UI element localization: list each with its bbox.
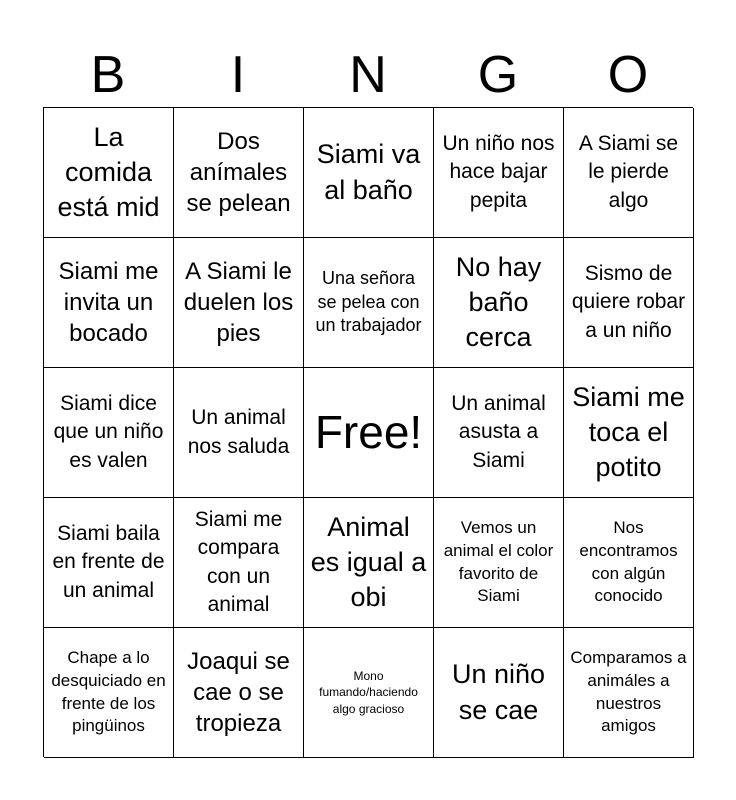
cell-text: Siami me toca el potito — [572, 381, 685, 483]
bingo-cell-free-space[interactable] — [304, 368, 434, 498]
bingo-cell-r2-c4[interactable] — [434, 238, 564, 368]
bingo-cell-r3-c5[interactable] — [564, 368, 694, 498]
bingo-cell-r1-c2[interactable] — [174, 108, 304, 238]
bingo-cell-r5-c2[interactable] — [174, 628, 304, 758]
cell-text: No hay baño cerca — [455, 251, 542, 353]
bingo-header — [43, 42, 693, 108]
cell-text: Dos anímales se pelean — [186, 127, 291, 218]
bingo-cell-r5-c5[interactable] — [564, 628, 694, 758]
cell-text: Un niño se cae — [451, 659, 546, 725]
bingo-cell-r4-c5[interactable] — [564, 498, 694, 628]
bingo-cell-r2-c2[interactable] — [174, 238, 304, 368]
cell-text: La comida está mid — [57, 121, 160, 223]
bingo-cell-r4-c4[interactable] — [434, 498, 564, 628]
bingo-cell-r5-c4[interactable] — [434, 628, 564, 758]
bingo-cell-r4-c1[interactable] — [44, 498, 174, 628]
cell-text: Siami baila en frente de un animal — [52, 521, 165, 602]
bingo-cell-r4-c2[interactable] — [174, 498, 304, 628]
bingo-cell-r1-c5[interactable] — [564, 108, 694, 238]
cell-text: Joaqui se cae o se tropieza — [187, 647, 290, 738]
header-letter-b: B — [90, 46, 126, 104]
header-letter-n: N — [349, 46, 387, 104]
bingo-cell-r5-c3[interactable] — [304, 628, 434, 758]
cell-text: Un niño nos hace bajar pepita — [442, 131, 555, 212]
bingo-cell-r3-c1[interactable] — [44, 368, 174, 498]
cell-text: Una señora se pelea con un trabajador — [315, 268, 422, 336]
bingo-cell-r4-c3[interactable] — [304, 498, 434, 628]
cell-text: Siami me invita un bocado — [58, 257, 159, 348]
cell-text: Siami me compara con un animal — [194, 507, 283, 616]
bingo-cell-r2-c5[interactable] — [564, 238, 694, 368]
cell-text: A Siami le duelen los pies — [183, 257, 294, 348]
bingo-cell-r1-c3[interactable] — [304, 108, 434, 238]
cell-text: Un animal asusta a Siami — [451, 391, 546, 472]
bingo-cell-r1-c1[interactable] — [44, 108, 174, 238]
cell-text: Siami va al baño — [316, 139, 421, 205]
cell-text: Mono fumando/haciendo algo gracioso — [319, 669, 418, 716]
cell-text: A Siami se le pierde algo — [578, 131, 679, 212]
cell-text: Vemos un animal el color favorito de Siami — [443, 517, 554, 606]
cell-text: Animal es igual a obi — [310, 511, 427, 613]
cell-text: Chape a lo desquiciado en frente de los pingüinos — [51, 647, 166, 736]
cell-text: Sismo de quiere robar a un niño — [571, 261, 686, 342]
bingo-cell-r2-c3[interactable] — [304, 238, 434, 368]
bingo-cell-r5-c1[interactable] — [44, 628, 174, 758]
bingo-board — [43, 107, 693, 757]
cell-text: Siami dice que un niño es valen — [53, 391, 164, 472]
free-space-label: Free! — [314, 406, 423, 459]
header-letter-i: I — [230, 46, 246, 104]
cell-text: Un animal nos saluda — [187, 406, 290, 458]
bingo-cell-r3-c4[interactable] — [434, 368, 564, 498]
bingo-cell-r3-c2[interactable] — [174, 368, 304, 498]
bingo-cell-r2-c1[interactable] — [44, 238, 174, 368]
header-letter-g: G — [477, 46, 519, 104]
cell-text: Comparamos a animáles a nuestros amigos — [570, 647, 687, 736]
header-letter-o: O — [607, 46, 649, 104]
cell-text: Nos encontramos con algún conocido — [579, 517, 678, 606]
bingo-cell-r1-c4[interactable] — [434, 108, 564, 238]
